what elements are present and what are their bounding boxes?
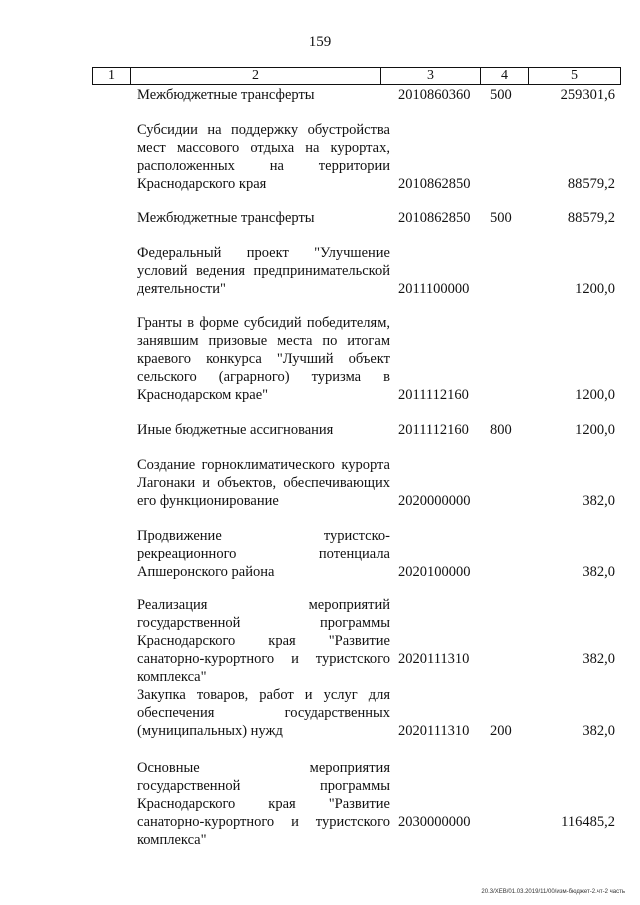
row-name: Продвижение туристско-рекреационного потенциала Апшеронского района [137,528,390,580]
row-amount: 1200,0 [575,387,615,403]
page-number: 159 [308,34,332,50]
footer-path: 20.3/XEB/01.03.2019/11/00/изм-бюджет-2.чт-2 часть [481,889,625,895]
row-amount: 1200,0 [575,281,615,297]
row-code: 2030000000 [398,814,471,830]
row-code: 2020000000 [398,493,471,509]
header-col-5: 5 [571,68,578,83]
header-col-3: 3 [381,68,481,84]
row-code: 2020111310 [398,723,470,739]
row-amount: 259301,6 [560,87,615,103]
row-code: 2020111310 [398,651,470,667]
row-code: 2010860360 [398,87,471,103]
row-code: 2011112160 [398,422,469,438]
row-name: Закупка товаров, работ и услуг для обеспечения государственных (муниципальных) нужд [137,687,390,739]
row-name: Субсидии на поддержку обустройства мест массового отдыха на курортах, расположенных на территории Краснодарского края [137,122,390,192]
table-header [92,67,621,85]
header-col-1: 1 [93,68,131,84]
row-amount: 382,0 [582,723,615,739]
row-name: Межбюджетные трансферты [137,210,315,226]
row-name: Основные мероприятия государственной программы Краснодарского края "Развитие санаторно-курортного и туристского комплекса" [137,760,390,848]
row-code: 2020100000 [398,564,471,580]
row-type: 500 [490,210,512,226]
row-amount: 382,0 [582,493,615,509]
row-code: 2011112160 [398,387,469,403]
row-amount: 88579,2 [567,176,615,192]
row-amount: 88579,2 [567,210,615,226]
row-name: Межбюджетные трансферты [137,87,315,103]
row-code: 2010862850 [398,176,471,192]
row-type: 500 [490,87,512,103]
row-name: Реализация мероприятий государственной программы Краснодарского края "Развитие санаторно-курортного и туристского комплекса" [137,597,390,685]
row-name: Федеральный проект "Улучшение условий ведения предпринимательской деятельности" [137,245,390,297]
row-type: 200 [490,723,512,739]
row-type: 800 [490,422,512,438]
row-amount: 1200,0 [575,422,615,438]
row-name: Создание горноклиматического курорта Лагонаки и объектов, обеспечивающих его функционирование [137,457,390,509]
row-amount: 116485,2 [561,814,615,830]
row-name: Иные бюджетные ассигнования [137,422,334,438]
row-code: 2010862850 [398,210,471,226]
row-amount: 382,0 [582,564,615,580]
row-code: 2011100000 [398,281,470,297]
header-col-2: 2 [131,68,381,84]
row-amount: 382,0 [582,651,615,667]
header-col-4: 4 [481,68,529,84]
row-name: Гранты в форме субсидий победителям, занявшим призовые места по итогам краевого конкурса "Лучший объект сельского (аграрного) туризма в Краснодарском крае" [137,315,390,403]
